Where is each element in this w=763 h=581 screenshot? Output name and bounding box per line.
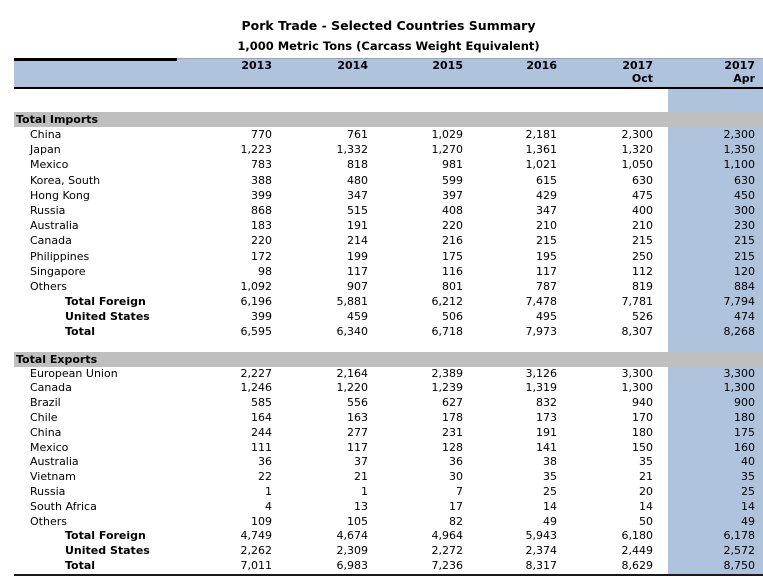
spacer-cell <box>14 340 177 352</box>
table-row <box>14 127 763 142</box>
cell-2017-oct: 21 <box>639 470 653 484</box>
cell-2013: 6,595 <box>240 325 272 339</box>
column-header-2017-oct <box>557 60 653 87</box>
table-row <box>14 249 763 264</box>
cell-2017-oct: 8,629 <box>621 558 653 572</box>
spacer-cell <box>463 340 557 352</box>
cell-2015: 128 <box>442 440 463 454</box>
row-label: Others <box>30 514 67 528</box>
cell-2017-apr: 160 <box>653 441 763 456</box>
table-row <box>14 173 763 188</box>
cell-2015: 981 <box>442 158 463 172</box>
row-label: Japan <box>30 143 61 157</box>
cell-2015: 1,239 <box>431 381 463 395</box>
spacer-cell <box>463 89 557 112</box>
column-header-2014 <box>272 60 368 87</box>
table-row <box>14 411 763 426</box>
cell-2014: 199 <box>347 249 368 263</box>
cell-2017-apr: 900 <box>653 396 763 411</box>
cell-2017-apr: 230 <box>653 218 763 233</box>
cell-2015: 82 <box>449 514 463 528</box>
cell-2014: 1,220 <box>336 381 368 395</box>
cell-2014: 515 <box>347 203 368 217</box>
cell-2017-oct: 3,300 <box>621 366 653 380</box>
spacer-row <box>14 340 763 352</box>
cell-2013: 183 <box>251 219 272 233</box>
cell-2014: 1,332 <box>336 143 368 157</box>
cell-2014: 2,164 <box>336 366 368 380</box>
cell-2014: 191 <box>347 219 368 233</box>
table-row <box>14 233 763 248</box>
cell-2015: 6,212 <box>431 295 463 309</box>
cell-2017-apr: 8,268 <box>653 324 763 339</box>
table-row <box>14 279 763 294</box>
cell-2013: 1,246 <box>240 381 272 395</box>
cell-2017-oct: 526 <box>632 310 653 324</box>
column-subperiod-label <box>368 73 463 86</box>
cell-2015: 17 <box>449 499 463 513</box>
row-label: Mexico <box>30 158 69 172</box>
cell-2017-oct: 215 <box>632 234 653 248</box>
cell-2015: 1,270 <box>431 143 463 157</box>
cell-2016: 210 <box>536 219 557 233</box>
cell-2015: 6,718 <box>431 325 463 339</box>
row-label: Australia <box>30 219 79 233</box>
row-label: China <box>30 128 62 141</box>
cell-2013: 770 <box>251 128 272 141</box>
cell-2017-oct: 8,307 <box>621 325 653 339</box>
cell-2013: 399 <box>251 310 272 324</box>
highlight-column-cell <box>653 89 763 112</box>
cell-2015: 627 <box>442 396 463 410</box>
cell-2015: 2,272 <box>431 544 463 558</box>
table-row <box>14 157 763 172</box>
cell-2016: 141 <box>536 440 557 454</box>
cell-2017-apr: 1,300 <box>653 381 763 396</box>
column-subperiod-label <box>463 73 557 86</box>
cell-2013: 388 <box>251 173 272 187</box>
table-row <box>14 455 763 470</box>
row-label: Hong Kong <box>30 188 90 202</box>
cell-2013: 868 <box>251 203 272 217</box>
column-subperiod-label <box>177 73 272 86</box>
table-row <box>14 188 763 203</box>
table-row <box>14 559 763 574</box>
cell-2017-apr: 7,794 <box>653 294 763 309</box>
cell-2013: 2,262 <box>240 544 272 558</box>
pork-trade-table <box>14 58 763 576</box>
cell-2013: 4 <box>265 499 272 513</box>
spacer-cell <box>177 340 272 352</box>
table-row <box>14 396 763 411</box>
cell-2015: 178 <box>442 411 463 425</box>
cell-2014: 37 <box>354 455 368 469</box>
table-row <box>14 264 763 279</box>
cell-2014: 163 <box>347 411 368 425</box>
report-title: Pork Trade - Selected Countries Summary <box>241 18 536 33</box>
cell-2013: 4,749 <box>240 529 272 543</box>
cell-2015: 599 <box>442 173 463 187</box>
table-row <box>14 500 763 515</box>
table-row <box>14 203 763 218</box>
cell-2016: 429 <box>536 188 557 202</box>
cell-2013: 164 <box>251 411 272 425</box>
cell-2014: 117 <box>347 440 368 454</box>
table-row <box>14 529 763 544</box>
cell-2017-oct: 14 <box>639 499 653 513</box>
spacer-cell <box>272 89 368 112</box>
cell-2017-oct: 2,300 <box>621 128 653 141</box>
row-label: Mexico <box>30 440 69 454</box>
cell-2014: 818 <box>347 158 368 172</box>
cell-2017-apr: 630 <box>653 173 763 188</box>
cell-2017-apr: 25 <box>653 485 763 500</box>
table-row <box>14 324 763 339</box>
cell-2017-oct: 940 <box>632 396 653 410</box>
cell-2016: 195 <box>536 249 557 263</box>
cell-2017-apr: 8,750 <box>653 559 763 574</box>
cell-2017-oct: 7,781 <box>621 295 653 309</box>
cell-2014: 4,674 <box>336 529 368 543</box>
column-year-label: 2013 <box>241 60 272 72</box>
cell-2013: 6,196 <box>240 295 272 309</box>
row-label: European Union <box>30 366 118 380</box>
cell-2015: 231 <box>442 425 463 439</box>
cell-2017-apr: 2,300 <box>653 127 763 142</box>
report-subtitle: 1,000 Metric Tons (Carcass Weight Equivalent) <box>237 39 540 53</box>
section-rows-total-imports <box>14 127 763 340</box>
cell-2017-oct: 35 <box>639 455 653 469</box>
cell-2013: 783 <box>251 158 272 172</box>
cell-2013: 111 <box>251 440 272 454</box>
cell-2017-apr: 3,300 <box>653 367 763 382</box>
cell-2017-apr: 450 <box>653 188 763 203</box>
cell-2014: 6,340 <box>336 325 368 339</box>
cell-2017-oct: 50 <box>639 514 653 528</box>
spacer-cell <box>557 340 653 352</box>
cell-2016: 495 <box>536 310 557 324</box>
cell-2017-apr: 2,572 <box>653 544 763 559</box>
cell-2015: 220 <box>442 219 463 233</box>
row-label: Korea, South <box>30 173 101 187</box>
column-header-2013 <box>177 60 272 87</box>
cell-2016: 14 <box>543 499 557 513</box>
cell-2016: 173 <box>536 411 557 425</box>
row-label: China <box>30 425 62 439</box>
cell-2016: 7,973 <box>525 325 557 339</box>
cell-2015: 7 <box>456 485 463 498</box>
cell-2016: 1,361 <box>525 143 557 157</box>
cell-2017-oct: 1,300 <box>621 381 653 395</box>
cell-2015: 4,964 <box>431 529 463 543</box>
row-label: Chile <box>30 411 58 425</box>
cell-2017-oct: 6,180 <box>621 529 653 543</box>
table-row <box>14 142 763 157</box>
cell-2017-apr: 215 <box>653 233 763 248</box>
cell-2013: 1,223 <box>240 143 272 157</box>
cell-2014: 556 <box>347 396 368 410</box>
cell-2016: 1,021 <box>525 158 557 172</box>
column-year-label: 2017 <box>622 60 653 72</box>
cell-2014: 277 <box>347 425 368 439</box>
column-header-2015 <box>368 60 463 87</box>
cell-2017-apr: 49 <box>653 515 763 530</box>
cell-2014: 5,881 <box>336 295 368 309</box>
column-year-label: 2015 <box>432 60 463 72</box>
table-row <box>14 309 763 324</box>
cell-2014: 6,983 <box>336 558 368 572</box>
cell-2013: 1 <box>265 485 272 498</box>
cell-2013: 2,227 <box>240 366 272 380</box>
spacer-cell <box>368 340 463 352</box>
row-label: Russia <box>30 485 66 498</box>
cell-2017-oct: 180 <box>632 425 653 439</box>
cell-2017-apr: 300 <box>653 203 763 218</box>
highlight-column-cell <box>653 340 763 352</box>
cell-2016: 2,374 <box>525 544 557 558</box>
header-top-rule-thick <box>14 58 177 61</box>
cell-2015: 7,236 <box>431 558 463 572</box>
cell-2015: 175 <box>442 249 463 263</box>
header-label-spacer <box>14 60 177 87</box>
cell-2013: 220 <box>251 234 272 248</box>
table-header-row <box>14 58 763 89</box>
cell-2016: 38 <box>543 455 557 469</box>
cell-2017-apr: 175 <box>653 426 763 441</box>
cell-2016: 3,126 <box>525 366 557 380</box>
cell-2015: 36 <box>449 455 463 469</box>
cell-2017-oct: 210 <box>632 219 653 233</box>
cell-2016: 5,943 <box>525 529 557 543</box>
cell-2016: 832 <box>536 396 557 410</box>
header-top-rule-thin <box>177 58 763 59</box>
cell-2016: 615 <box>536 173 557 187</box>
spacer-cell <box>557 89 653 112</box>
cell-2017-oct: 20 <box>639 485 653 498</box>
column-year-label: 2017 <box>724 60 755 72</box>
cell-2017-apr: 1,100 <box>653 157 763 172</box>
table-row <box>14 485 763 500</box>
row-label: United States <box>65 544 150 558</box>
cell-2016: 347 <box>536 203 557 217</box>
row-label: Total Foreign <box>65 529 146 543</box>
cell-2015: 116 <box>442 264 463 278</box>
cell-2017-apr: 6,178 <box>653 529 763 544</box>
cell-2017-oct: 112 <box>632 264 653 278</box>
cell-2015: 801 <box>442 279 463 293</box>
cell-2017-apr: 120 <box>653 264 763 279</box>
cell-2016: 25 <box>543 485 557 498</box>
cell-2014: 2,309 <box>336 544 368 558</box>
section-rows-total-exports <box>14 367 763 574</box>
cell-2017-apr: 215 <box>653 249 763 264</box>
section-header-total-exports <box>14 352 763 367</box>
cell-2015: 2,389 <box>431 366 463 380</box>
row-label: Total <box>65 558 96 572</box>
cell-2017-oct: 819 <box>632 279 653 293</box>
cell-2017-oct: 2,449 <box>621 544 653 558</box>
table-row <box>14 515 763 530</box>
cell-2013: 399 <box>251 188 272 202</box>
table-row <box>14 544 763 559</box>
row-label: Canada <box>30 234 72 248</box>
cell-2017-apr: 35 <box>653 470 763 485</box>
row-label: Total Foreign <box>65 295 146 309</box>
spacer-cell <box>272 340 368 352</box>
cell-2015: 506 <box>442 310 463 324</box>
cell-2016: 787 <box>536 279 557 293</box>
cell-2013: 1,092 <box>240 279 272 293</box>
cell-2017-oct: 170 <box>632 411 653 425</box>
column-header-2016 <box>463 60 557 87</box>
cell-2017-apr: 474 <box>653 309 763 324</box>
cell-2016: 7,478 <box>525 295 557 309</box>
cell-2016: 35 <box>543 470 557 484</box>
column-subperiod-label: Apr <box>733 71 755 85</box>
cell-2017-oct: 1,320 <box>621 143 653 157</box>
cell-2016: 49 <box>543 514 557 528</box>
table-row <box>14 441 763 456</box>
cell-2015: 397 <box>442 188 463 202</box>
row-label: Others <box>30 279 67 293</box>
cell-2015: 30 <box>449 470 463 484</box>
row-label: Philippines <box>30 249 90 263</box>
table-body <box>14 89 763 574</box>
row-label: Singapore <box>30 264 86 278</box>
table-row <box>14 381 763 396</box>
cell-2016: 2,181 <box>525 128 557 141</box>
cell-2014: 214 <box>347 234 368 248</box>
cell-2017-oct: 630 <box>632 173 653 187</box>
cell-2013: 22 <box>258 470 272 484</box>
section-title: Total Exports <box>16 352 98 366</box>
cell-2016: 1,319 <box>525 381 557 395</box>
cell-2016: 191 <box>536 425 557 439</box>
cell-2015: 216 <box>442 234 463 248</box>
cell-2017-apr: 40 <box>653 455 763 470</box>
column-year-label: 2014 <box>337 60 368 72</box>
row-label: Total <box>65 325 96 339</box>
column-subperiod-label: Oct <box>631 71 653 85</box>
table-row <box>14 294 763 309</box>
cell-2015: 1,029 <box>431 128 463 141</box>
cell-2017-apr: 180 <box>653 411 763 426</box>
cell-2015: 408 <box>442 203 463 217</box>
cell-2013: 585 <box>251 396 272 410</box>
cell-2016: 215 <box>536 234 557 248</box>
row-label: United States <box>65 310 150 324</box>
cell-2014: 21 <box>354 470 368 484</box>
cell-2014: 761 <box>347 128 368 141</box>
cell-2016: 8,317 <box>525 558 557 572</box>
table-row <box>14 470 763 485</box>
cell-2014: 105 <box>347 514 368 528</box>
cell-2013: 109 <box>251 514 272 528</box>
cell-2014: 1 <box>361 485 368 498</box>
cell-2013: 98 <box>258 264 272 278</box>
spacer-row <box>14 89 763 112</box>
report-titles <box>14 0 763 53</box>
cell-2017-oct: 475 <box>632 188 653 202</box>
cell-2013: 36 <box>258 455 272 469</box>
table-row <box>14 426 763 441</box>
cell-2013: 7,011 <box>240 558 272 572</box>
cell-2014: 13 <box>354 499 368 513</box>
row-label: South Africa <box>30 499 97 513</box>
table-row <box>14 218 763 233</box>
column-subperiod-label <box>272 73 368 86</box>
spacer-cell <box>177 89 272 112</box>
row-label: Russia <box>30 203 66 217</box>
cell-2017-apr: 14 <box>653 500 763 515</box>
row-label: Canada <box>30 381 72 395</box>
cell-2017-oct: 150 <box>632 440 653 454</box>
section-header-total-imports <box>14 112 763 127</box>
row-label: Australia <box>30 455 79 469</box>
cell-2014: 117 <box>347 264 368 278</box>
cell-2017-oct: 400 <box>632 203 653 217</box>
cell-2017-oct: 250 <box>632 249 653 263</box>
cell-2016: 117 <box>536 264 557 278</box>
table-row <box>14 367 763 382</box>
cell-2014: 347 <box>347 188 368 202</box>
spacer-cell <box>14 89 177 112</box>
section-title: Total Imports <box>16 113 99 126</box>
cell-2013: 244 <box>251 425 272 439</box>
cell-2014: 907 <box>347 279 368 293</box>
column-year-label: 2016 <box>526 60 557 72</box>
cell-2014: 459 <box>347 310 368 324</box>
cell-2017-apr: 884 <box>653 279 763 294</box>
cell-2017-oct: 1,050 <box>621 158 653 172</box>
cell-2017-apr: 1,350 <box>653 142 763 157</box>
column-header-2017-apr <box>653 60 763 87</box>
row-label: Brazil <box>30 396 61 410</box>
row-label: Vietnam <box>30 470 76 484</box>
cell-2014: 480 <box>347 173 368 187</box>
spacer-cell <box>368 89 463 112</box>
cell-2013: 172 <box>251 249 272 263</box>
